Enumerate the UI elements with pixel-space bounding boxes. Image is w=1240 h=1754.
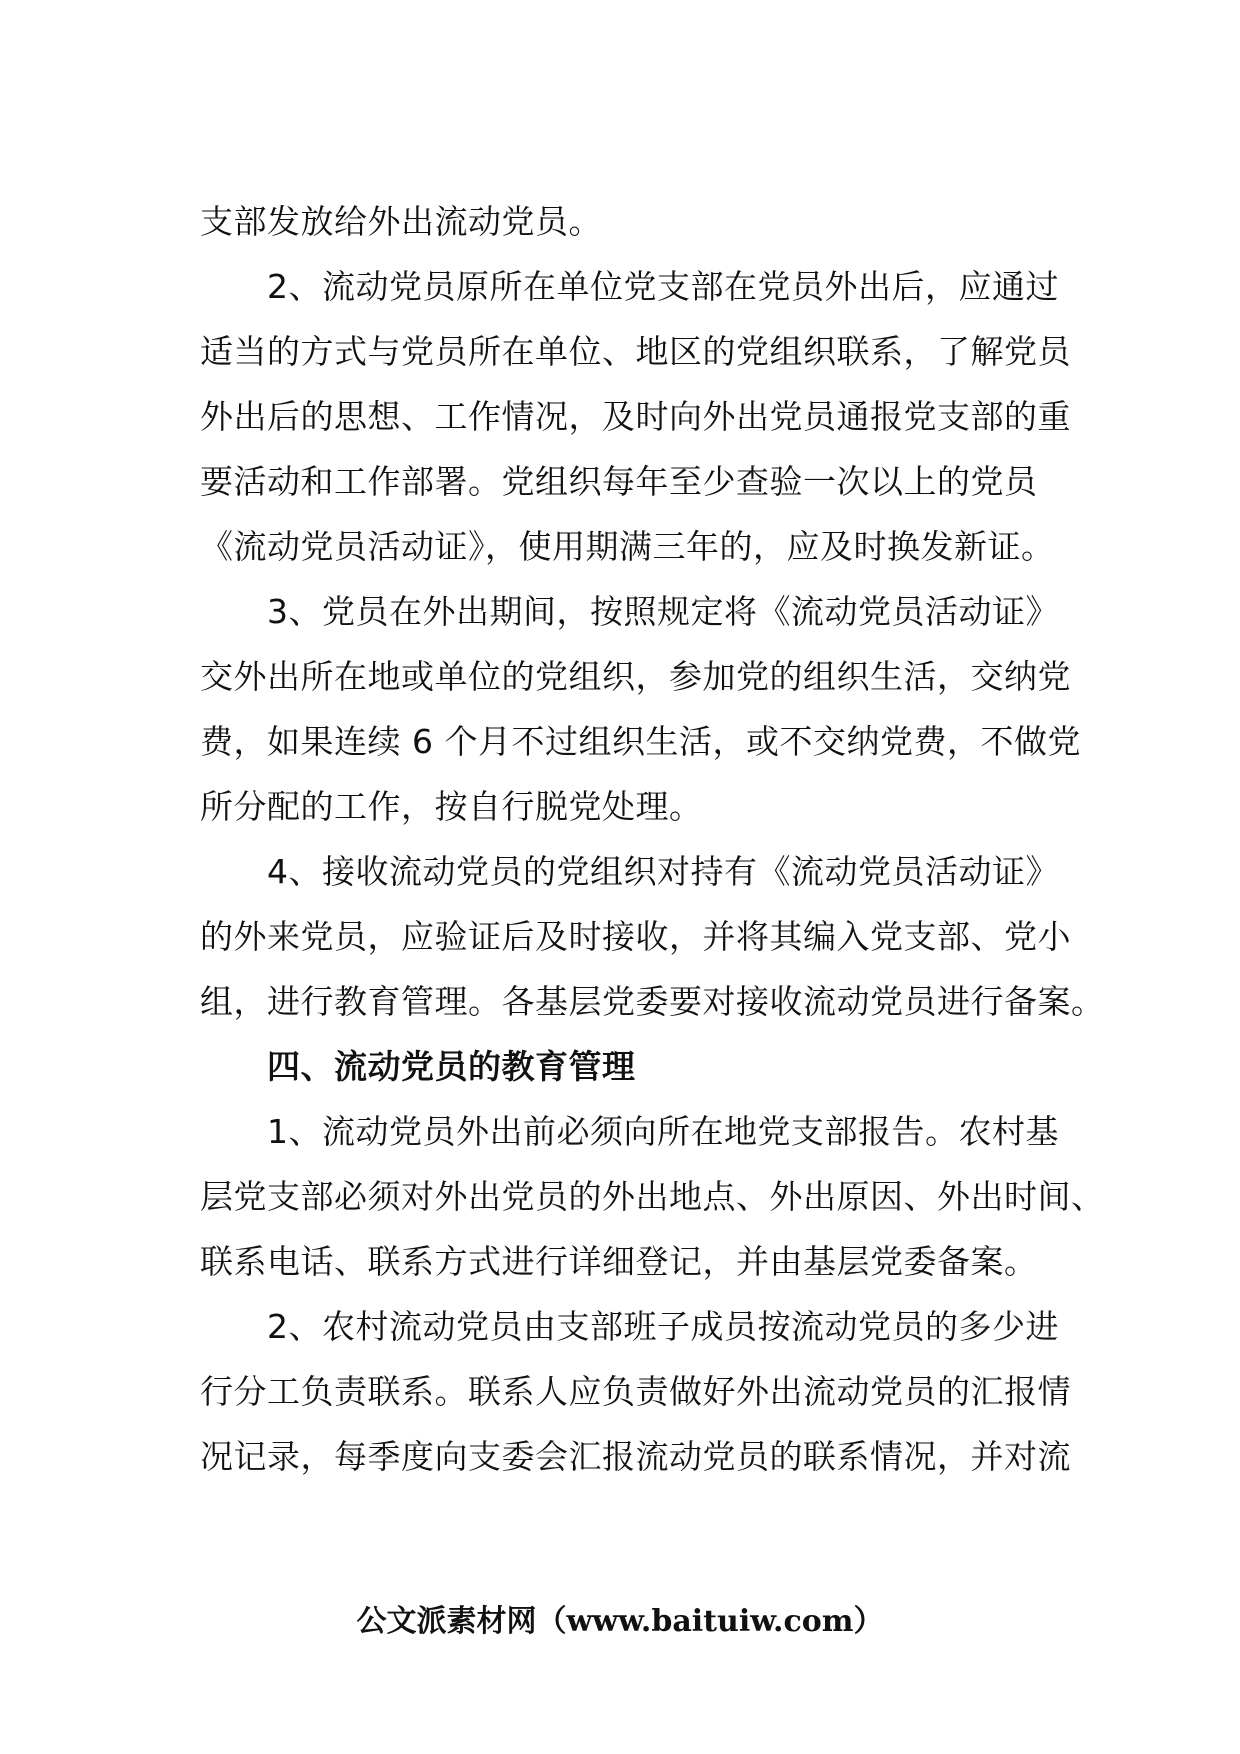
text-line: 外出后的思想、工作情况，及时向外出党员通报党支部的重 — [200, 397, 1071, 436]
text-line: 3、党员在外出期间，按照规定将《流动党员活动证》 — [267, 592, 1059, 631]
text-line: 要活动和工作部署。党组织每年至少查验一次以上的党员 — [200, 462, 1038, 501]
text-line: 所分配的工作，按自行脱党处理。 — [200, 787, 703, 826]
text-line: 行分工负责联系。联系人应负责做好外出流动党员的汇报情 — [200, 1372, 1071, 1411]
section-heading: 四、流动党员的教育管理 — [267, 1047, 636, 1086]
text-line: 交外出所在地或单位的党组织，参加党的组织生活，交纳党 — [200, 657, 1071, 696]
text-line: 层党支部必须对外出党员的外出地点、外出原因、外出时间、 — [200, 1177, 1105, 1216]
text-line: 的外来党员，应验证后及时接收，并将其编入党支部、党小 — [200, 917, 1071, 956]
text-line: 联系电话、联系方式进行详细登记，并由基层党委备案。 — [200, 1242, 1038, 1281]
text-line: 2、流动党员原所在单位党支部在党员外出后，应通过 — [267, 267, 1059, 306]
text-line: 适当的方式与党员所在单位、地区的党组织联系，了解党员 — [200, 332, 1071, 371]
text-line: 组，进行教育管理。各基层党委要对接收流动党员进行备案。 — [200, 982, 1105, 1021]
text-line: 费，如果连续 6 个月不过组织生活，或不交纳党费，不做党 — [200, 722, 1081, 761]
text-line: 《流动党员活动证》，使用期满三年的，应及时换发新证。 — [200, 527, 1055, 566]
document-body — [200, 197, 1105, 1497]
text-line: 支部发放给外出流动党员。 — [200, 202, 602, 241]
text-line: 2、农村流动党员由支部班子成员按流动党员的多少进 — [267, 1307, 1059, 1346]
text-line: 1、流动党员外出前必须向所在地党支部报告。农村基 — [267, 1112, 1059, 1151]
text-line: 4、接收流动党员的党组织对持有《流动党员活动证》 — [267, 852, 1059, 891]
text-line: 况记录，每季度向支委会汇报流动党员的联系情况，并对流 — [200, 1437, 1071, 1476]
page-footer: 公文派素材网（www.baituiw.com） — [356, 1604, 884, 1639]
